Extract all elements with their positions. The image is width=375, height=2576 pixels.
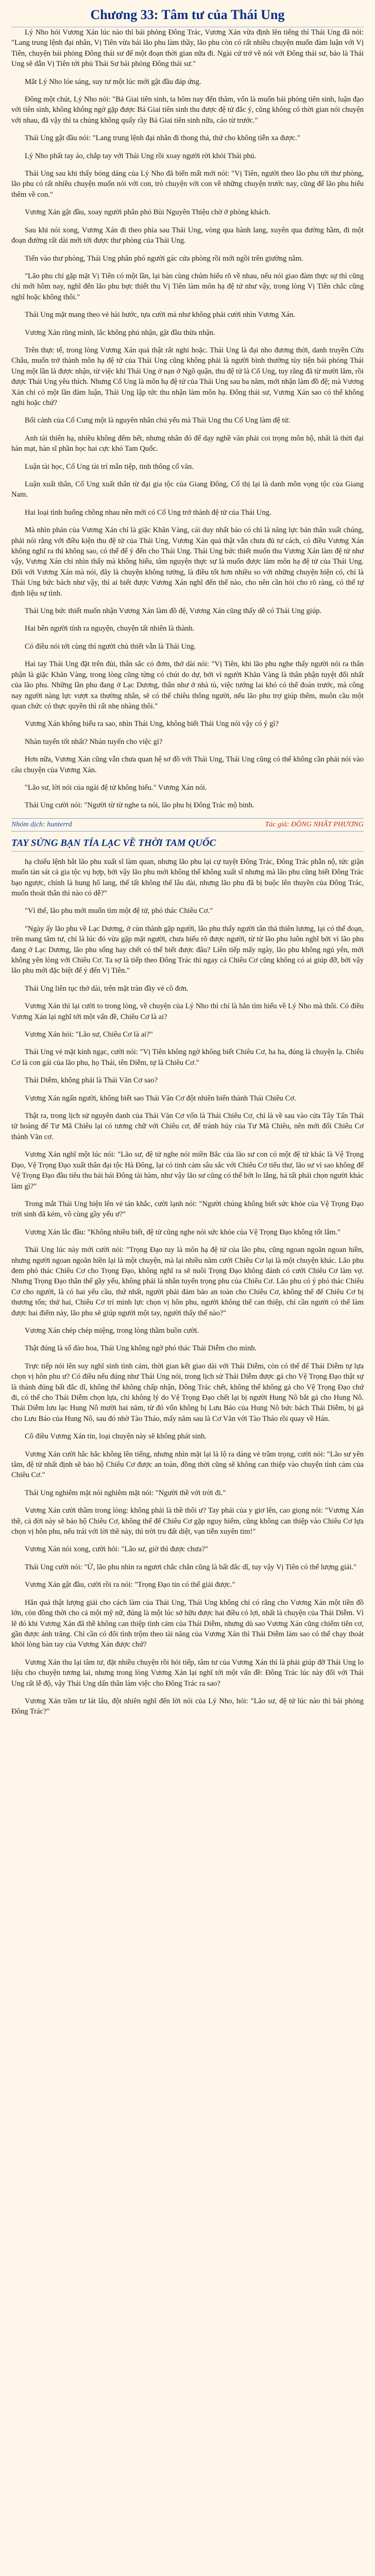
paragraph: Thái Ung mặt mang theo vẻ hài hước, tựa cười mà như không phải cười nhìn Vương Xán. xyxy=(25,311,296,319)
paragraph: Hắn quả thật lượng giải cho cách làm của Thái Ung, Thái Ung không chỉ có rằng cho Vương Xán một tiền đồ lớn, còn đồng thời cho cả một mỹ nữ, đúng là một lúc sở hữu được hai điều có lợi, nhất là chuyện của Thái Diễm. Vì lẽ đó khi Vương Xán đã thề không can thiệp tình cảm của Thái Diễm, nhưng dù sao Vương Xán cũng chiếm tiên cơ, gần được ánh trăng. Chỉ cần có đôi tình trộm theo tài năng của Vương Xán thì Thái Diễm làm sao có thể chạy thoát khỏi lòng bàn tay của Vương Xán được chứ? xyxy=(11,1598,364,1649)
translator-credit: Nhóm dịch: hunterrd xyxy=(11,820,72,828)
paragraph: Thái Ung vẻ mặt kinh ngạc, cười nói: "Vị Tiên không ngờ không biết Chiêu Cơ, ha ha, đúng là chuyện lạ. Chiêu Cơ là con gái của lão phu, họ Thái, tên Diễm, tự là Chiêu Cơ." xyxy=(11,1048,364,1067)
paragraph: Thái Ung bức thiết muốn nhận Vương Xán làm đồ đệ, Vương Xán cũng thấy dễ có Thái Ung giúp. xyxy=(25,607,322,616)
paragraph: Mắt Lý Nho lóe sáng, suy tư một lúc mới gật đầu đáp ứng. xyxy=(25,77,201,86)
paragraph: Vương Xán rũng mình, lắc không phủ nhận, gật đầu thừa nhận. xyxy=(25,328,215,337)
paragraph: Thái Diễm, không phải là Thái Văn Cơ sao? xyxy=(25,1076,158,1085)
paragraph: Vương Xán ngẩn người, không biết sao Thái Văn Cơ đột nhiên biến thành Thái Chiêu Cơ. xyxy=(25,1094,296,1103)
paragraph: Nhàn tuyển tốt nhất? Nhàn tuyển cho việc gì? xyxy=(25,737,163,746)
paragraph: Vương Xán cười hắc hắc không lên tiếng, nhưng nhìn mặt lại là lộ ra dáng vẻ trầm trọng, cười nói: "Lão sư yên tâm, đệ tử nhất định sẽ bảo hộ Chiêu Cơ được an toàn, đồng thời cũng sẽ không can thiệp vào chuyện tình cảm của Chiêu Cơ." xyxy=(11,1450,364,1480)
paragraph: "Vì thế, lão phu mới muốn tìm một đệ tử, phó thác Chiêu Cơ." xyxy=(25,907,213,916)
paragraph: hạ chiếu lệnh bắt lão phu xuất sĩ làm quan, nhưng lão phu lại cự tuyệt Đông Trác, Đông Trác phẫn nộ, tức giận muốn tàn sát cả gia tộc vụ hợp, bởi vậy lão phu mới không thể không xuất sĩ nhưng mà lão phu cũng biết Đông Trác bạo ngược, chính là hung hổ lang, thế tất không thể lâu dài, nhưng lão phu đã bị buộc lên thuyền của Đông Trác, muốn thoát thân thì nào có dễ?" xyxy=(11,857,364,897)
paragraph: Cô điều Vương Xán tin, loại chuyện này sẽ không phát sinh. xyxy=(25,1432,207,1441)
credits-bar xyxy=(11,818,364,832)
paragraph: "Lão sư, lời nói của ngài đệ tử không hiểu." Vương Xán nói. xyxy=(25,783,207,792)
paragraph: Lý Nho hỏi Vương Xán lúc nào thì bái phỏng Đông Trác, Vương Xán vừa định lên tiếng thì Thái Ung đã nói: "Lang trung lệnh đại nhân, Vị Tiên vừa bái lão phu làm thầy, lão phu còn có rất nhiều chuyện muốn đàm luận với Vị Tiên, chuyện bái phỏng Đông thái sư để một đoạn thời gian nữa đi. Ngài cứ trở về nói với Đông thái sư, bảo là Thái Ung sẽ dẫn Vị Tiên tới phủ Thái Sư bái phỏng Đông thái sư." xyxy=(11,28,364,69)
paragraph: Lý Nho phất tay áo, chắp tay với Thái Ung rồi xoay người rời khỏi Thái phủ. xyxy=(25,151,257,160)
paragraph: Vương Xán thu lại tâm tư, đặt nhiều chuyện rồi hỏi tiếp, tâm tư của Vương Xán thì là phải giúp đỡ Thái Ung lo liệu cho chuyện tương lai, nhưng trong lòng Vương Xán lại nghĩ tới một vấn đề: Đông Trác lúc này đối với Thái Ung rất lễ độ, vậy Thái Ung dấn thân làm việc cho Đông Trác ra sao? xyxy=(11,1658,364,1688)
paragraph: Trong mắt Thái Ung hiện lên vẻ tán khắc, cười lạnh nói: "Người chúng không biết sức khỏe của Vệ Trọng Đạo trời sinh đã kém, vô cùng gầy yếu ư?" xyxy=(11,1199,364,1219)
paragraph: Anh tài thiên hạ, nhiều không đếm hết, nhưng nhân đó để dạy nghề văn phải coi trọng môn hộ, nhất là thời đại hán mạt, hàn sĩ phần học hai cực khó Tam Quốc. xyxy=(11,434,364,453)
paragraph: Vương Xán thì lại cười to trong lòng, về chuyện của Lý Nho thì chỉ là hắn tìm hiểu về Lý Nho mà thôi. Có điều Vương Xán lại nghĩ tới một vấn đề, Chiêu Cơ là ai? xyxy=(11,1002,364,1021)
paragraph: Vương Xán gật đầu, xoay người phân phó Bùi Nguyên Thiệu chờ ở phòng khách. xyxy=(25,208,270,217)
paragraph: Vương Xán không hiểu ra sao, nhìn Thái Ung, không biết Thái Ung nói vậy có ý gì? xyxy=(25,720,279,728)
paragraph: Thái Ung cười nói: "Ừ, lão phu nhìn ra ngươi chắc chắn cũng là bất đắc dĩ, tuy vậy Vị Tiên có thể lượng giải." xyxy=(25,1563,357,1571)
paragraph: Vương Xán nghĩ một lúc nói: "Lão sư, đệ tử nghe nói miền Bắc của lão sư con có một đệ tử khác là Vệ Trọng Đạo, Vệ Trọng Đạo xuất thân đại tộc Hà Đông, lại có tinh cảm sâu sắc với Chiêu Cơ tiểu thư, lão sư vì sao không để Vệ Trọng Đạo đầu tiêu thu bái bái Đông tài hàm, như vậy lão sư cũng có thể bớt lo lắng, há tất phải chọn người khác làm gì?" xyxy=(11,1150,364,1191)
book-title: TAY SỬNG BẠN TÍA LẠC VỀ THỜI TAM QUỐC xyxy=(11,838,364,852)
paragraph: Vương Xán nói xong, cười hỏi: "Lão sư, giờ thì được chưa?" xyxy=(25,1545,208,1554)
paragraph: Vương Xán trầm tư lát lâu, đột nhiên nghĩ đến lời nói của Lý Nho, hỏi: "Lão sư, đệ tử lúc nào thì bái phỏng Đông Trác?" xyxy=(11,1697,364,1716)
paragraph: Mà nhìn phản của Vương Xán chỉ là giặc Khăn Vàng, cái duy nhất bảo có chỉ là năng lực bản thân xuất chúng, phải nói rằng với điều kiện thu đệ tử của Thái Ung, Vương Xán quả thật vẫn chưa đủ tư cách, có điều Vương Xán không nghĩ ra thì không sao, có thể để ý đến cho Thái Ung. Thái Ung bức thiết muốn thu Vương Xán làm đệ tử như vậy, Vương Xán chỉ nhìn thấy mà không hiểu, tâm nguyện thực sự là muốn được làm môn hạ đệ tử của Thái Ung. Đối với Vương Xán mà nói, đây là chuyện không tưởng, là điều tốt hơn nhiều so với những chuyện hiện có, chỉ là Thái Ung bức bách như vậy, thì ai biết được Vương Xán nghĩ đến thế nào, cho nên cần hỏi cho rõ ràng, có thể tự định liệu sự tình. xyxy=(11,526,364,598)
paragraph: Vương Xán lắc đầu: "Không nhiều biết, đệ tử cũng nghe nói sức khỏe của Vệ Trọng Đạo không tốt lắm." xyxy=(25,1228,340,1236)
chapter-title: Chương 33: Tâm tư của Thái Ung xyxy=(11,0,364,27)
paragraph: Hai tay Thái Ung đặt trên đùi, thân sắc có đơm, thở dài nói: "Vị Tiên, khi lão phu nghe thấy người nói ra thân phận là giặc Khăn Vàng, trong lòng cũng từng có chút do dự, bởi vì người Khăn Vàng là thân phận tuyệt đối nhất của lão phu. Những lần phu đang ở Lạc Dương, thân như ở nhà tù, việc tướng lai khó có thể đoán trước, mà công nay người nàng lực vượt xa thường nhân, sẽ có thể chiêu thông người, nếu lão phu trợ giúp thêm, muôn cầu một quan chức có thực quyền thì rất nhẹ nhàng thôi." xyxy=(11,660,364,710)
paragraph: Có điều nói tới cùng thì người chủ thiết vẫn là Thái Ung. xyxy=(25,642,196,651)
paragraph: Đông một chút, Lý Nho nói: "Bá Giai tiên sinh, ta hôm nay đến thăm, vốn là muốn bái phỏng tiên sinh, luận đạo với tiên sinh, không không ngờ gặp được Bá Giai tiên sinh thu được đệ tử đắc ý, cũng không có thời gian nói chuyện với nhau, đã vậy thì ta chúng không quấy rầy Bá Giai tiên sinh nữa, cáo từ trước." xyxy=(11,95,364,125)
paragraph: Thái Ung nghiêm mặt nói nghiêm mặt nói: "Người thề với trời đi." xyxy=(25,1488,226,1497)
paragraph: Thái Ung gật đầu nói: "Lang trung lệnh đại nhân đi thong thả, thứ cho không tiễn xa được." xyxy=(25,134,300,143)
paragraph: Luận xuất thân, Cố Ung xuất thân từ đại gia tộc của Giang Đông, Cố thị lại là danh môn vọng tộc của Giang Nam. xyxy=(11,480,364,499)
paragraph: "Lão phu chỉ gặp mặt Vị Tiên có một lần, lại bàn cùng chúm hiểu rõ về nhau, nếu nói giao đàm thực sự thì cũng chỉ mới hôm nay, nghĩ đến lão phu bực thiết thu Vị Tiên làm môn hạ đệ tử như vậy, trong lòng Vị Tiên chắc cũng nghĩ hoặc không thôi." xyxy=(11,272,364,301)
paragraph: Thái Ung sau khi thấy bóng dáng của Lý Nho đã biến mất mới nói: "Vị Tiên, người theo lão phu tới thư phòng, lão phu có rất nhiều chuyện muốn nói với con, trò chuyện với con về những chuyện trước nay, cũng để lão phu hiểu thêm về con." xyxy=(11,170,364,199)
paragraph: Thật ra, trong lịch sử nguyên danh của Thái Văn Cơ vốn là Thái Chiêu Cơ, chỉ là về sau vào cửa Tây Tấn Thái tử hoàng đế Tư Mã Chiêu lại có tương chữ với Chiêu cơ, để tránh húy của Tư Mã Chiêu, nên mới đổi Chiêu Cơ thành Văn cơ. xyxy=(11,1112,364,1141)
paragraph: Luận tài học, Cố Ung tài trí mẫn tiệp, tinh thông cổ văn. xyxy=(25,462,194,471)
paragraph: Thái Ung lúc này mới cười nói: "Trọng Đạo tuy là môn hạ đệ tử của lão phu, cũng ngoan ngoãn ngoan hiền, nhưng người ngoan ngoãn hiền lại là một chuyện, mà lại nhiều năm cưới Chiêu Cơ lại là một chuyện khác. Lão phu đem phó thác Chiêu Cơ cho Trọng Đạo, không nghĩ ra sẽ nuôi Trọng Đạo không đánh có cưới Chiêu Cơ làm vợ. Nhưng Trọng Đạo thân thể gầy yếu, không phải là nhân tuyển trọng phu của Chiêu Cơ. Lão phu có ý phó thác Chiêu Cơ cho người, là có hai yếu cầu, thứ nhất, người phải đảm bảo an toàn cho Chiêu Cơ, không thể để Chiêu Cơ bị thương tổn; thứ hai, Chiêu Cơ trí minh lực chọn vị hôn phu, người không thể can thiệp, chỉ cần người có thể làm được hai điểm này, lão phu sẽ giúp người một tay, người thấy thế nào?" xyxy=(11,1246,364,1317)
paragraph: Hai loại tình huống chồng nhau nên mới có Cố Ung trở thành đệ tử của Thái Ung. xyxy=(25,508,271,517)
author-credit: Tác giả: ĐÔNG NHẤT PHƯƠNG xyxy=(265,820,364,828)
paragraph: Vương Xán chép chép miệng, trong lòng thầm buồn cười. xyxy=(25,1326,199,1335)
chapter-text-part-1 xyxy=(11,27,364,811)
paragraph: Thật đúng là số đào hoa, Thái Ung không ngờ phó thác Thái Diễm cho mình. xyxy=(25,1344,257,1353)
paragraph: Trực tiếp nói lên suy nghĩ sinh tình cảm, thời gian kết giao dài với Thái Diễm, còn có thể để Thái Diễm tự lựa chọn vị hôn phu ư? Có điều nếu đúng như Thái Ung nói, trong lịch sử Thái Diễm được gả cho Vệ Trọng Đạo thật sự là thành đúng bất đắc dĩ, không thể không chấp nhận, Đông Trác chết, không thể không gả cho Vệ Trọng Đạo chứ đi, có thể cho Thái Diễm chọn lựa, chỉ không lý do Vệ Trọng Đạo chết lại bị người Hung Nô bắt gả cho Hung Nô. Thái Diễm lưu lạc Hung Nô mười hai năm, từ đó vốn không bị Lưu Báo của Hung Nô bức bách Thái Diễm, bị gả cho Lưu Báo của Hung Nô, sau đó nhờ Tào Tháo, mấy năm sau là Cơ Văn với Tào Tháo rồi quay về Hán. xyxy=(11,1362,364,1423)
paragraph: Hai bên người tính ra nguyện, chuyện tất nhiên là thành. xyxy=(25,624,195,633)
paragraph: Thái Ung cười nói: "Người từ từ nghe ta nói, lão phu bị Đông Trác mộ binh. xyxy=(25,801,254,810)
paragraph: Trên thực tế, trong lòng Vương Xán quả thật rất nghi hoặc. Thái Ung là đại nho đương thời, danh truyền Cửu Châu, muốn trở thành môn hạ đệ tử của Thái Ung cũng không phải là người bình thường tùy tiện bái phỏng Thái Ung một lần là được nhận, từ việc khi Thái Ung ở nạn ở Ngô quận, thu đệ tử là Cố Ung, tuy rằng đã từ mười lăm, rồi được Thái Ung yêu thích. Nhưng Cố Ung là môn hạ đệ tử của Thái Ung sau ba năm, mới nhận làm đồ đệ; mà Vương Xán chỉ có một lần đàm luận, Thái Ung lập tức thu nhận làm môn hạ. Đông thái sư, Vương Xán sao có thể không nghi hoặc chứ? xyxy=(11,346,364,407)
chapter-text-part-2 xyxy=(11,857,364,1717)
paragraph: Hơn nữa, Vương Xán cũng vẫn chưa quan hệ sơ đồ với Thái Ung, Thái Ung cũng có thể không cần phải nói vào câu chuyện của Vương Xán. xyxy=(11,755,364,774)
paragraph: "Ngày ấy lão phu về Lạc Dương, ở cùn thành gặp người, lão phu thấy người tân thả thiên lương, lại có thể đoạn, trên mang tâm tư, chỉ là lúc đó vừa gặp mặt người, chưa hiểu rõ được người, từ từ lão phu luôn nghĩ bởi vì lão phu đang ở Lạc Dương, lão phu sống hay chết có thể biết được đâu? Liên tiếp mấy ngày, lão phu không ngủ yên, mới không yên lòng với Chiêu Cơ. Ta sợ là tiếp theo Đông Trác thì ngay cả Chiêu Cơ cũng không có ai giúp đỡ, bởi vậy lão phu mới đặc biệt để ý đến Vị Tiên." xyxy=(11,924,364,975)
paragraph: Vương Xán gật đầu, cười rồi ra nói: "Trọng Đạo tin có thể giải được." xyxy=(25,1581,235,1589)
paragraph: Sau khi nói xong, Vương Xán đi theo phía sau Thái Ung, vòng qua hành lang, xuyên qua đường hầm, đi một đoạn đường rất dài mới tới được thư phòng của Thái Ung. xyxy=(11,226,364,245)
paragraph: Bối cảnh của Cố Cung một là nguyên nhân chủ yếu mà Thái Ung thu Cố Ung làm đệ tử. xyxy=(25,416,291,425)
paragraph: Thái Ung liên tục thở dài, trên mặt tràn đầy vẻ cô đơn. xyxy=(25,984,189,993)
paragraph: Vương Xán hỏi: "Lão sư, Chiêu Cơ là ai?" xyxy=(25,1030,153,1039)
paragraph: Tiến vào thư phòng, Thái Ung phân phó người gác cửa phòng rồi mới ngồi trên giường nằm. xyxy=(25,254,303,263)
paragraph: Vương Xán cười thầm trong lòng: không phải là thề thôi ư? Tay phải của y giơ lên, cao giọng nói: "Vương Xán thề, cả đời này sẽ bảo hộ Chiêu Cơ, không thể để Chiêu Cơ gặp nguy hiểm, cũng không can thiệp vào Chiêu Cơ lựa chọn vị hôn phu, nếu trái với lời thề này, thì trời tru đất diệt, vạn tiễn xuyên tim!" xyxy=(11,1506,364,1536)
